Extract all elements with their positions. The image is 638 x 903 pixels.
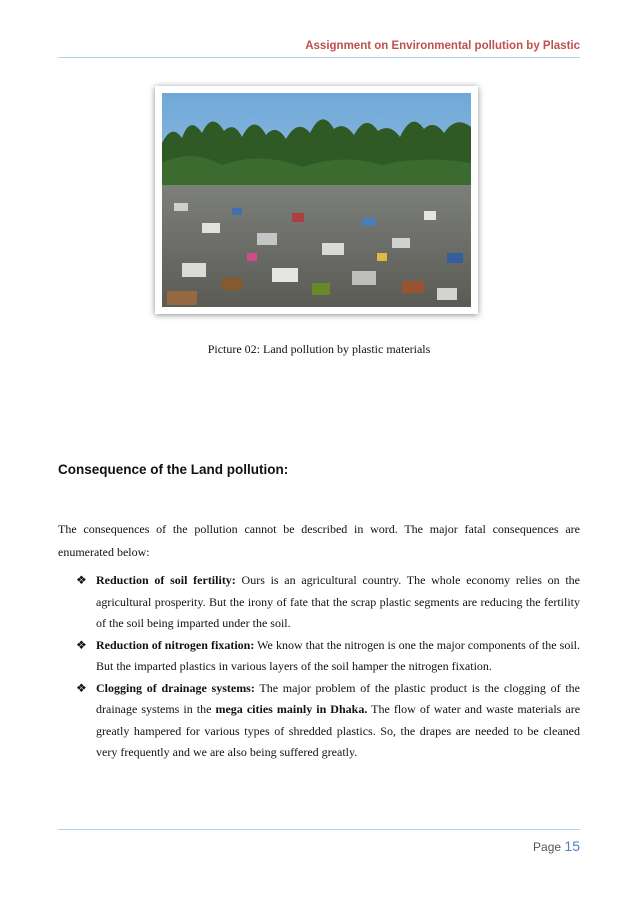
item-text: The flow of water and waste materials are greatly hampered for various types of shredded plastics. So, the drapes are needed to be cleaned very frequently and we are also being suffered greatly. xyxy=(96,702,581,759)
figure-caption: Picture 02: Land pollution by plastic materials xyxy=(207,342,431,356)
item-title: Reduction of soil fertility: xyxy=(96,573,236,587)
diamond-bullet-icon: ❖ xyxy=(76,573,87,587)
diamond-bullet-icon: ❖ xyxy=(76,637,87,652)
item-title: Clogging of drainage systems: xyxy=(96,680,255,695)
consequence-list xyxy=(74,570,580,764)
running-header: Assignment on Environmental pollution by Plastic xyxy=(305,40,580,52)
list-item xyxy=(74,570,580,635)
page-label: Page xyxy=(533,840,562,854)
figure-photo xyxy=(155,86,478,314)
page-number-value: 15 xyxy=(564,838,580,854)
item-text: The major problem of the plastic product is the clogging of the drainage systems in the xyxy=(96,680,580,716)
item-title: Reduction of nitrogen fixation: xyxy=(96,637,255,652)
list-item xyxy=(74,678,580,764)
diamond-bullet-icon: ❖ xyxy=(76,680,87,695)
intro-paragraph: The consequences of the pollution cannot be described in word. The major fatal consequences are enumerated below: xyxy=(58,522,580,559)
item-emphasis: mega cities mainly in Dhaka. xyxy=(215,702,368,716)
item-text: We know that the nitrogen is one the major components of the soil. But the imparted plastics in various layers of the soil hamper the nitrogen fixation. xyxy=(96,637,581,673)
landfill-photo-illustration xyxy=(162,93,471,307)
list-item xyxy=(74,635,580,678)
footer-divider xyxy=(58,829,580,830)
page-number xyxy=(533,838,580,854)
header-divider xyxy=(58,57,580,58)
item-text: Ours is an agricultural country. The whole economy relies on the agricultural prosperity. But the irony of fate that the scrap plastic segments are reducing the fertility of the soil being imparted under the soil. xyxy=(96,573,580,630)
section-heading: Consequence of the Land pollution: xyxy=(58,462,289,477)
